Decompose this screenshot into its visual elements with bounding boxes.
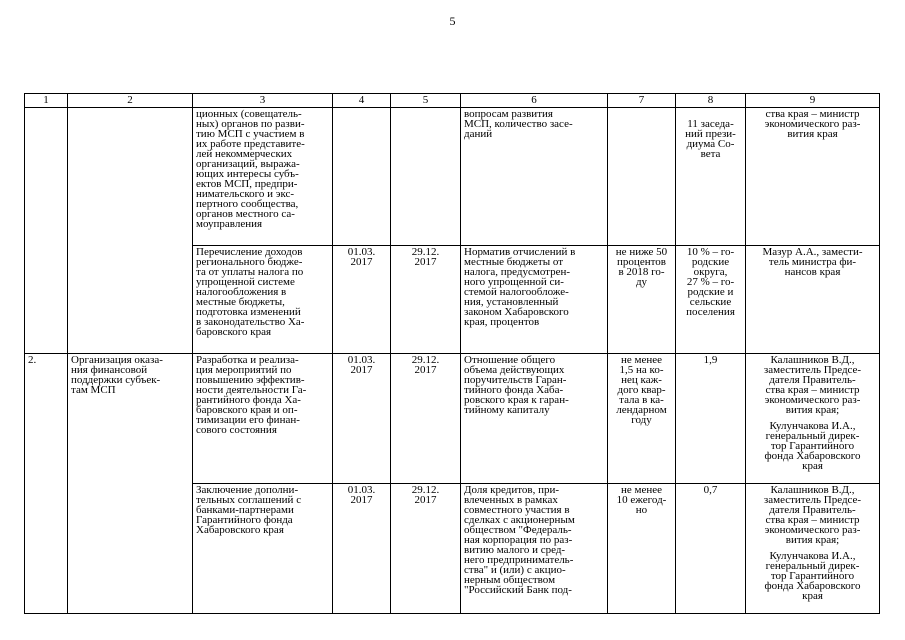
start-date-cell: 01.03. 2017 xyxy=(333,354,391,484)
responsible-cell: Мазур А.А., замести- тель министра фи- нансов края xyxy=(746,246,880,354)
measure-name-cell: Организация оказа- ния финансовой поддержки субъек- там МСП xyxy=(68,354,193,614)
table-row xyxy=(25,108,880,246)
activity-cell: Разработка и реализа- ция мероприятий по повышению эффектив- ности деятельности Га- рантийного фонда Ха- баровского края и оп- тимизации его финан- сового состояния xyxy=(193,354,333,484)
target-value-cell: не ниже 50 процентов в 2018 го- ду xyxy=(608,246,676,354)
responsible-cell: Калашников В.Д., заместитель Предсе- дателя Правитель- ства края – министр экономического раз- вития края; Кулунчакова И.А., генеральный дирек- тор Гарантийного фонда Хабаровского края xyxy=(746,484,880,614)
row-number-cell: 2. xyxy=(25,354,68,614)
target-value-cell: не менее 10 ежегод- но xyxy=(608,484,676,614)
actual-value-cell: 0,7 xyxy=(676,484,746,614)
measure-name-cell xyxy=(68,108,193,354)
start-date-cell: 01.03. 2017 xyxy=(333,484,391,614)
end-date-cell: 29.12. 2017 xyxy=(391,354,461,484)
indicator-cell: вопросам развития МСП, количество засе- даний xyxy=(461,108,608,246)
actual-value-cell: 1,9 xyxy=(676,354,746,484)
target-value-cell: не менее 1,5 на ко- нец каж- дого квар- тала в ка- лендарном году xyxy=(608,354,676,484)
header-cell-4: 4 xyxy=(333,94,391,108)
header-cell-1: 1 xyxy=(25,94,68,108)
start-date-cell xyxy=(333,108,391,246)
table-header-row xyxy=(25,94,880,108)
end-date-cell: 29.12. 2017 xyxy=(391,484,461,614)
activity-cell: ционных (совещатель- ных) органов по разви- тию МСП с участием в их работе представите- лей некоммерческих организаций, выража- ющих интересы субъ- ектов МСП, предпри- нимательского и экс- пертного сообщества, органов местного са- моуправления xyxy=(193,108,333,246)
indicator-cell: Отношение общего объема действующих поручительств Гаран- тийного фонда Хаба- ровского края к гаран- тийному капиталу xyxy=(461,354,608,484)
measures-table xyxy=(24,93,880,614)
responsible-cell: ства края – министр экономического раз- вития края xyxy=(746,108,880,246)
actual-value-cell: 11 заседа- ний прези- диума Со- вета xyxy=(676,108,746,246)
header-cell-9: 9 xyxy=(746,94,880,108)
target-value-cell xyxy=(608,108,676,246)
actual-value-cell: 10 % – го- родские округа, 27 % – го- родские и сельские поселения xyxy=(676,246,746,354)
responsible-cell: Калашников В.Д., заместитель Предсе- дателя Правитель- ства края – министр экономического раз- вития края; Кулунчакова И.А., генеральный дирек- тор Гарантийного фонда Хабаровского края xyxy=(746,354,880,484)
header-cell-5: 5 xyxy=(391,94,461,108)
table-row xyxy=(25,354,880,484)
row-number-cell xyxy=(25,108,68,354)
header-cell-2: 2 xyxy=(68,94,193,108)
header-cell-6: 6 xyxy=(461,94,608,108)
page-number: 5 xyxy=(449,14,456,28)
end-date-cell xyxy=(391,108,461,246)
end-date-cell: 29.12. 2017 xyxy=(391,246,461,354)
activity-cell: Заключение дополни- тельных соглашений с банками-партнерами Гарантийного фонда Хабаровского края xyxy=(193,484,333,614)
indicator-cell: Норматив отчислений в местные бюджеты от налога, предусмотрен- ного упрощенной си- стемой налогообложе- ния, установленный законом Хабаровского края, процентов xyxy=(461,246,608,354)
indicator-cell: Доля кредитов, при- влеченных в рамках совместного участия в сделках с акционерным обществом "Федераль- ная корпорация по раз- витию малого и сред- него предприниматель- ства" и (или) с акцио- нерным обществом "Российский Банк под- xyxy=(461,484,608,614)
start-date-cell: 01.03. 2017 xyxy=(333,246,391,354)
header-cell-7: 7 xyxy=(608,94,676,108)
header-cell-3: 3 xyxy=(193,94,333,108)
activity-cell: Перечисление доходов регионального бюдже- та от уплаты налога по упрощенной системе налогообложения в местные бюджеты, подготовка изменений в законодательство Ха- баровского края xyxy=(193,246,333,354)
header-cell-8: 8 xyxy=(676,94,746,108)
